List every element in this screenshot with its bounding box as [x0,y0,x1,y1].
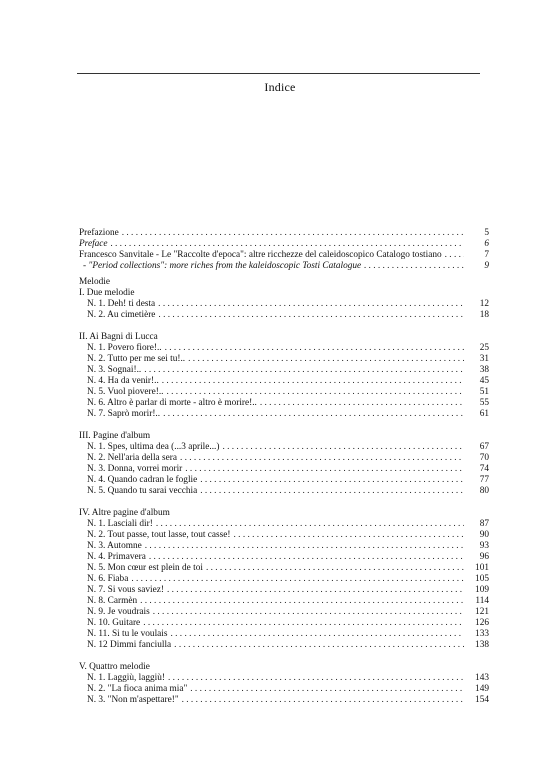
toc-section [79,431,489,497]
section-title: IV. Altre pagine d'album [79,508,170,518]
toc-entry [79,519,489,530]
dot-leader [182,695,464,706]
toc-entry [79,629,489,640]
dot-leader [162,376,464,387]
page-number: 74 [479,464,489,474]
dot-leader [149,552,464,563]
page-number: 25 [479,343,489,353]
page-title: Indice [264,80,296,94]
entry-title: Preface [79,239,108,249]
dot-leader [140,596,464,607]
entry-title: N. 3. "Non m'aspettare!" [87,695,179,705]
entry-title: N. 6. Altro è parlar di morte - altro è morire!.. [87,398,257,408]
page-number: 96 [479,552,489,562]
section-title: II. Ai Bagni di Lucca [79,332,158,342]
entry-title: N. 5. Mon cœur est plein de toi [87,563,203,573]
toc-entry [79,640,489,651]
page-number: 38 [479,365,489,375]
page-number: 101 [475,563,489,573]
entry-title: N. 11. Si tu le voulais [87,629,168,639]
toc-entry [79,695,489,706]
toc-entry [79,343,489,354]
entry-title: N. 5. Vuol piovere!.. [87,387,164,397]
page-number: 143 [475,673,489,683]
dot-leader [153,607,464,618]
front-matter [79,228,489,272]
dot-leader [190,684,464,695]
entry-title: N. 3. Automne [87,541,142,551]
toc-entry [79,486,489,497]
dot-leader [158,310,464,321]
entry-title: N. 2. Tout passe, tout lasse, tout casse! [87,530,231,540]
page-number: 55 [479,398,489,408]
toc-entry [79,618,489,629]
entry-title: N. 1. Laggiù, laggiù! [87,673,165,683]
dot-leader [200,475,464,486]
page-number: 126 [475,618,489,628]
page-number: 109 [475,585,489,595]
toc-entry [79,365,489,376]
dot-leader [163,409,464,420]
page-number: 31 [479,354,489,364]
page-number: 121 [475,607,489,617]
dot-leader [206,563,464,574]
page-number: 45 [479,376,489,386]
toc-entry [79,398,489,409]
dot-leader [144,365,464,376]
dot-leader [171,629,465,640]
dot-leader [145,541,464,552]
toc-entry [79,250,489,261]
section-title: I. Due melodie [79,288,135,298]
page-number: 12 [479,299,489,309]
entry-title: Prefazione [79,228,119,238]
dot-leader [174,640,464,651]
page-number: 93 [479,541,489,551]
toc-entry [79,541,489,552]
page-number: 18 [479,310,489,320]
toc-entry [79,673,489,684]
section-title: III. Pagine d'album [79,431,151,441]
entry-title: N. 10. Guitare [87,618,141,628]
toc-entry [79,574,489,585]
dot-leader [122,228,464,239]
dot-leader [260,398,464,409]
page-number: 90 [479,530,489,540]
entry-title: N. 1. Deh! ti desta [87,299,156,309]
dot-leader [234,530,464,541]
toc-entry [79,552,489,563]
entry-title: N. 9. Je voudrais [87,607,150,617]
dot-leader [131,574,464,585]
toc-section [79,288,489,321]
toc-entry [79,684,489,695]
dot-leader [156,519,464,530]
entry-title: - "Period collections": more riches from the kaleidoscopic Tosti Catalogue [83,261,362,271]
page-number: 7 [484,250,489,260]
sections [79,288,489,706]
entry-title: N. 12 Dimmi fanciulla [87,640,172,650]
page-number: 9 [484,261,489,271]
top-rule [77,73,480,74]
toc-section [79,332,489,420]
entry-title: N. 7. Saprò morir!.. [87,409,161,419]
page-number: 6 [484,239,489,249]
entry-title: N. 1. Spes, ultima dea (...3 aprile...) [87,442,220,452]
dot-leader [166,387,464,398]
entry-title: N. 8. Carmèn [87,596,138,606]
dot-leader [185,464,464,475]
toc-entry [79,239,489,250]
dot-leader [364,261,464,272]
toc-entry [79,261,489,272]
toc-entry [79,530,489,541]
entry-title: N. 4. Primavera [87,552,146,562]
toc-entry [79,354,489,365]
toc-entry [79,299,489,310]
entry-title: N. 4. Ha da venir!.. [87,376,159,386]
dot-leader [200,486,464,497]
dot-leader [445,250,464,261]
dot-leader [168,673,464,684]
toc-entry [79,585,489,596]
entry-title: N. 2. Tutto per me sei tu!.. [87,354,186,364]
dot-leader [165,343,464,354]
page-number: 61 [479,409,489,419]
entry-title: N. 2. Au cimetière [87,310,156,320]
page-number: 138 [475,640,489,650]
page-number: 149 [475,684,489,694]
entry-title: N. 2. Nell'aria della sera [87,453,177,463]
toc-entry [79,453,489,464]
page-number: 70 [479,453,489,463]
dot-leader [111,239,464,250]
toc-entry [79,409,489,420]
entry-title: Francesco Sanvitale - Le "Raccolte d'epoca": altre ricchezze del caleidoscopico Catalogo tostiano [79,250,442,260]
page-number: 80 [479,486,489,496]
toc-entry [79,464,489,475]
dot-leader [158,299,464,310]
page-number: 114 [475,596,489,606]
page-number: 51 [479,387,489,397]
entry-title: N. 5. Quando tu sarai vecchia [87,486,198,496]
entry-title: N. 3. Sognai!.. [87,365,142,375]
entry-title: N. 2. "La fioca anima mia" [87,684,188,694]
page-number: 5 [484,228,489,238]
dot-leader [180,453,464,464]
page-number: 133 [475,629,489,639]
dot-leader [143,618,464,629]
page-number: 67 [479,442,489,452]
toc-entry [79,596,489,607]
toc-section [79,508,489,651]
page-number: 154 [475,695,489,705]
toc-entry [79,607,489,618]
toc-entry [79,387,489,398]
entry-title: N. 3. Donna, vorrei morir [87,464,183,474]
toc-entry [79,442,489,453]
entry-title: N. 1. Povero fiore!.. [87,343,162,353]
toc-entry [79,475,489,486]
toc-entry [79,228,489,239]
part-heading: Melodie [79,277,110,287]
page-number: 105 [475,574,489,584]
toc-entry [79,310,489,321]
dot-leader [222,442,464,453]
toc-entry [79,376,489,387]
entry-title: N. 4. Quando cadran le foglie [87,475,198,485]
toc-section [79,662,489,706]
dot-leader [188,354,464,365]
table-of-contents [79,228,489,706]
page-number: 87 [479,519,489,529]
page-number: 77 [479,475,489,485]
entry-title: N. 1. Lasciali dir! [87,519,153,529]
toc-entry [79,563,489,574]
entry-title: N. 7. Si vous saviez! [87,585,164,595]
section-title: V. Quattro melodie [79,662,150,672]
entry-title: N. 6. Fiaba [87,574,129,584]
dot-leader [167,585,464,596]
